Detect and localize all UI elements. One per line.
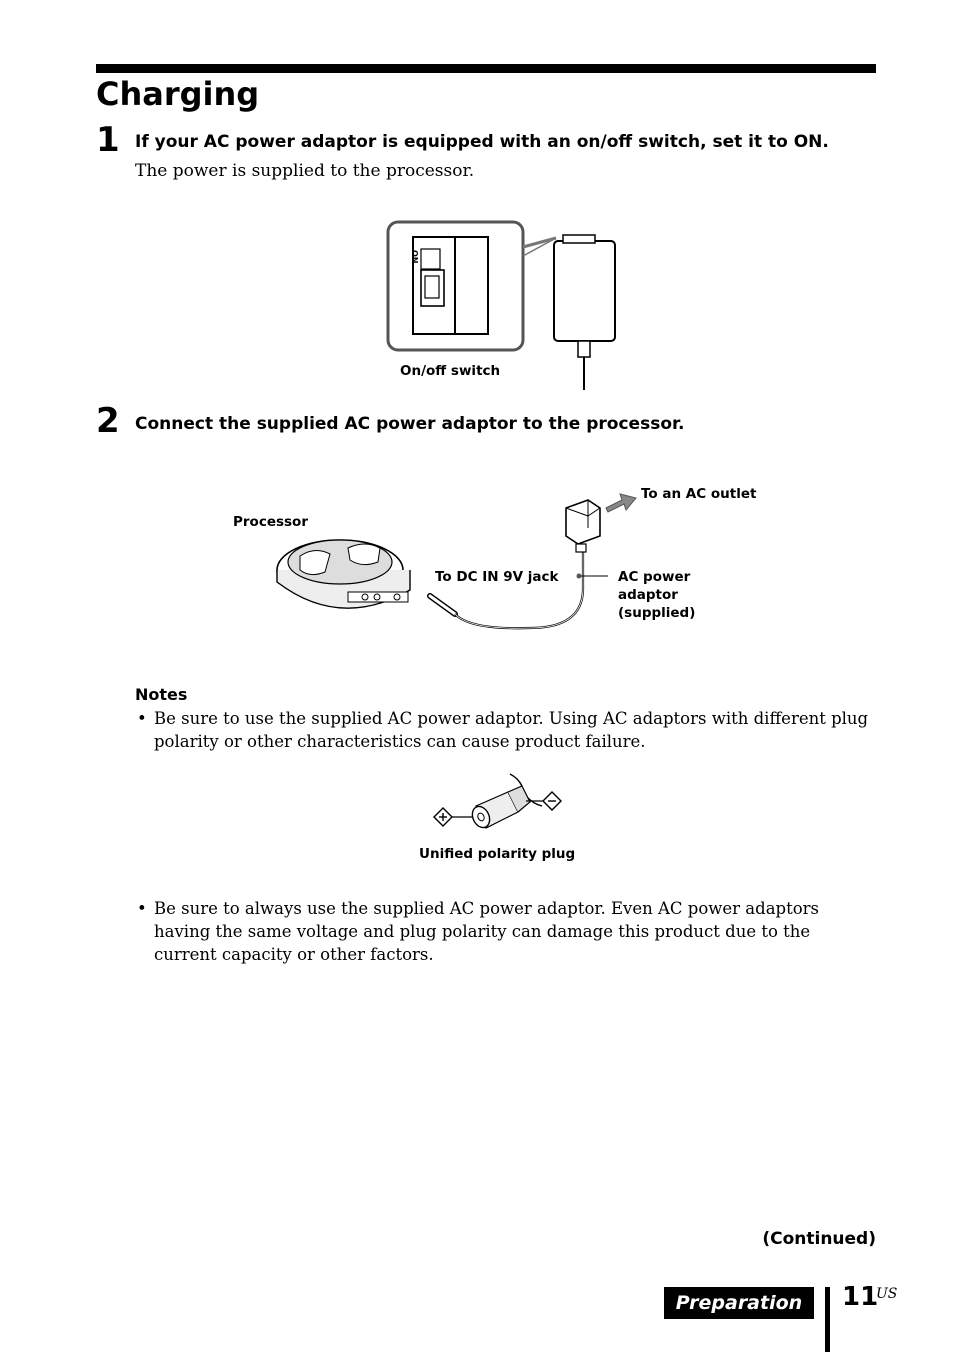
footer-divider <box>825 1287 830 1352</box>
continued-label: (Continued) <box>762 1229 876 1249</box>
outlet-label: To an AC outlet <box>641 486 757 502</box>
connection-illustration <box>270 480 670 650</box>
page-number: 11 <box>842 1282 879 1312</box>
polarity-plug-illustration <box>430 768 570 838</box>
adaptor-label-line-1: AC power <box>618 569 691 585</box>
notes-heading: Notes <box>135 685 188 704</box>
note-item-2-text: Be sure to always use the supplied AC power adaptor. Even AC power adaptors having the same voltage and plug polarity can damage this product due to the current capacity or other factors. <box>154 899 820 964</box>
page-title: Charging <box>96 75 260 113</box>
processor-label: Processor <box>233 514 308 530</box>
step-2-number: 2 <box>96 401 120 441</box>
adaptor-label-line-2: adaptor <box>618 587 678 603</box>
switch-label: On/off switch <box>400 363 501 379</box>
note-item-2 <box>135 897 875 966</box>
step-1-heading: If your AC power adaptor is equipped with an on/off switch, set it to ON. <box>135 132 829 152</box>
plug-label: Unified polarity plug <box>419 846 576 862</box>
header-rule <box>96 64 876 73</box>
step-1-number: 1 <box>96 120 120 160</box>
bullet-symbol: • <box>137 709 147 728</box>
page-suffix: US <box>876 1286 898 1302</box>
step-1-body: The power is supplied to the processor. <box>135 161 475 181</box>
note-item-1-text: Be sure to use the supplied AC power adaptor. Using AC adaptors with different plug polarity or other characteristics can cause product failure. <box>154 709 869 751</box>
section-tab: Preparation <box>664 1287 814 1319</box>
on-marking: ON <box>410 250 419 264</box>
note-item-1 <box>135 707 875 753</box>
jack-label: To DC IN 9V jack <box>435 569 559 585</box>
adaptor-label-line-3: (supplied) <box>618 605 696 621</box>
step-2-heading: Connect the supplied AC power adaptor to the processor. <box>135 414 685 434</box>
bullet-symbol: • <box>137 899 147 918</box>
